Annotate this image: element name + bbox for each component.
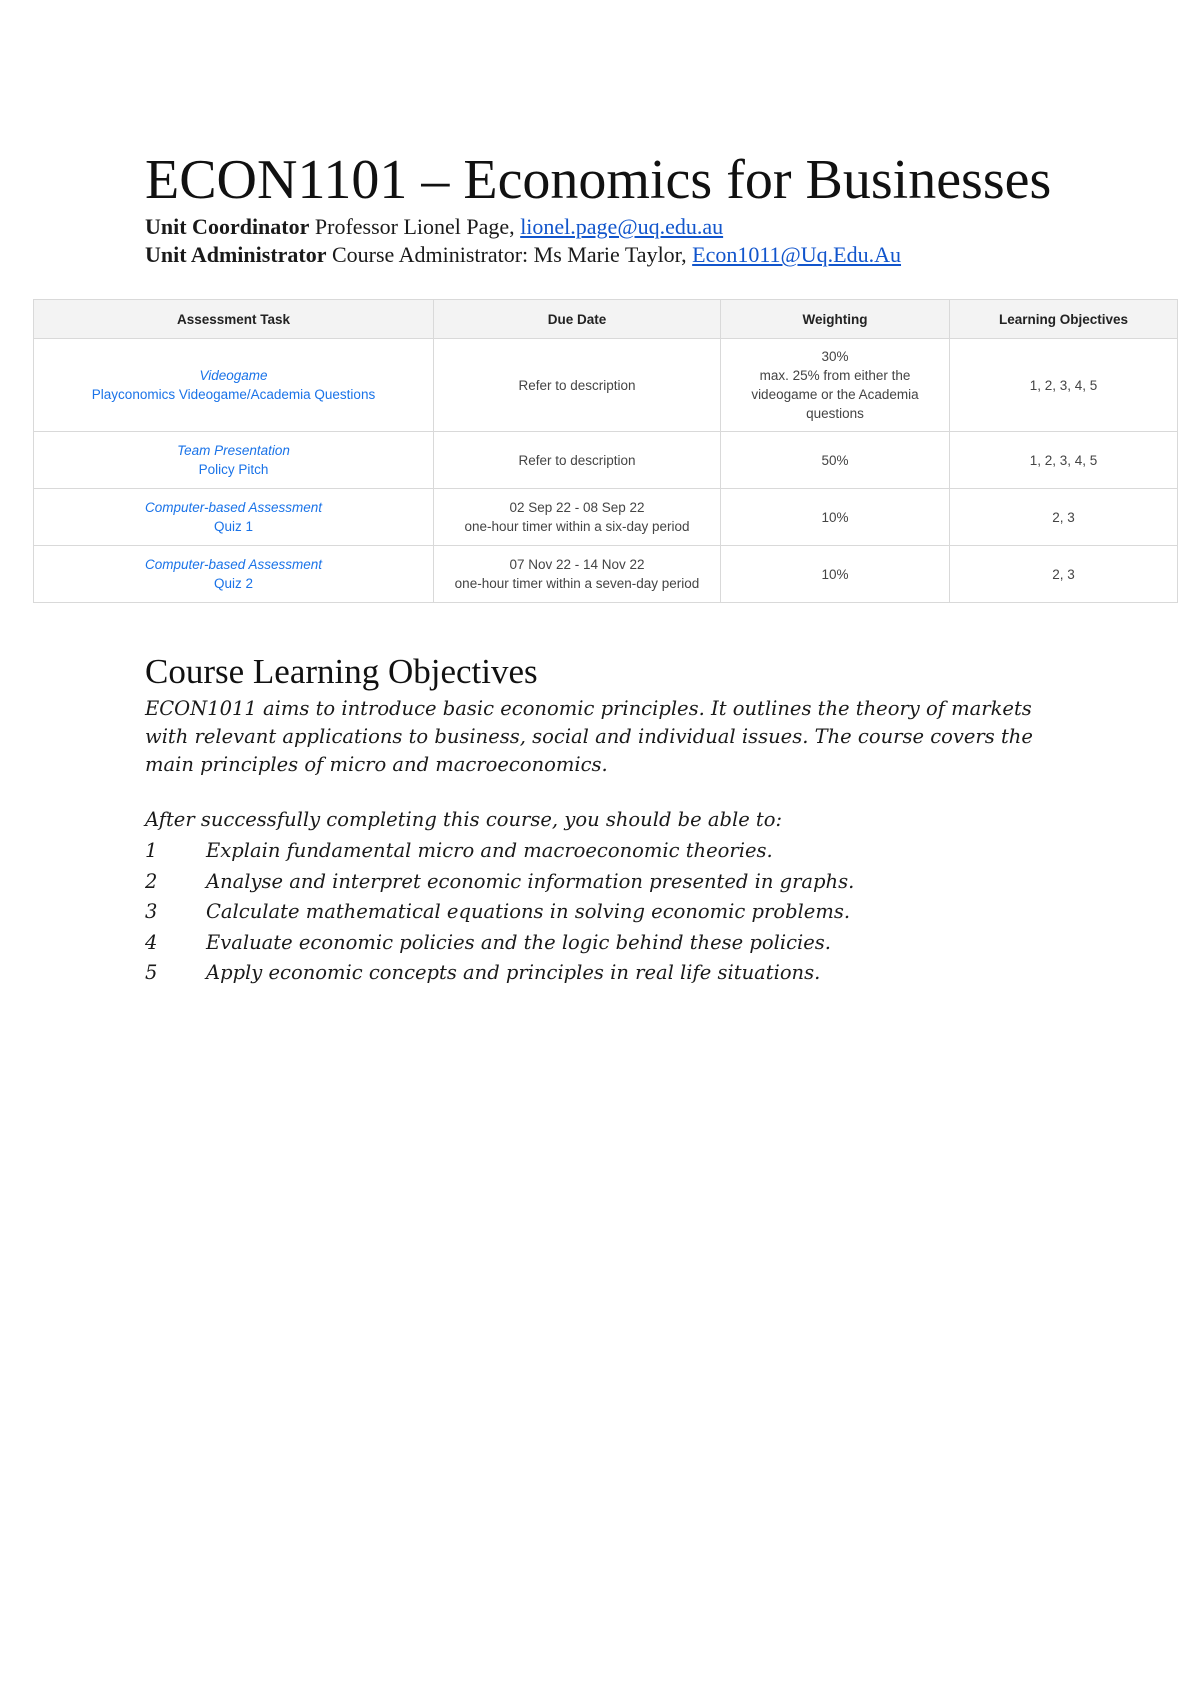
due-date-cell — [434, 489, 721, 546]
objective-number: 4 — [145, 930, 158, 954]
task-name-link[interactable]: Policy Pitch — [198, 462, 269, 477]
task-cell[interactable] — [34, 546, 434, 603]
header-learning-objectives: Learning Objectives — [950, 300, 1178, 339]
weighting-value: 50% — [821, 452, 849, 468]
task-cell[interactable] — [34, 339, 434, 432]
task-name-link[interactable]: Playconomics Videogame/Academia Questions — [91, 387, 376, 402]
list-item — [145, 836, 854, 867]
due-date-cell — [434, 546, 721, 603]
objectives-cell: 1, 2, 3, 4, 5 — [950, 339, 1178, 432]
objective-number: 3 — [145, 900, 158, 923]
document-title: ECON1101 – Economics for Businesses — [145, 149, 1052, 211]
objective-text: Explain fundamental micro and macroeconomic theories. — [206, 839, 773, 862]
weighting-value: 10% — [821, 509, 849, 525]
header-weighting: Weighting — [721, 300, 950, 339]
section-heading-learning-objectives: Course Learning Objectives — [145, 652, 538, 691]
unit-administrator-name: Course Administrator: Ms Marie Taylor, — [332, 242, 687, 267]
task-type-link[interactable]: Team Presentation — [177, 443, 290, 458]
due-date-cell — [434, 432, 721, 489]
unit-administrator-label: Unit Administrator — [145, 242, 327, 267]
due-date-note: one-hour timer within a six-day period — [464, 519, 690, 534]
task-cell[interactable] — [34, 432, 434, 489]
weighting-value: 10% — [821, 566, 849, 582]
due-date-text: Refer to description — [518, 377, 636, 393]
table-header-row — [34, 300, 1178, 339]
task-cell[interactable] — [34, 489, 434, 546]
objectives-cell: 2, 3 — [950, 489, 1178, 546]
task-type-link[interactable]: Videogame — [199, 368, 268, 383]
task-name-link[interactable]: Quiz 1 — [213, 519, 254, 534]
weighting-cell — [721, 546, 950, 603]
unit-administrator-email-link[interactable]: Econ1011@Uq.Edu.Au — [692, 242, 902, 267]
course-intro-paragraph: ECON1011 aims to introduce basic economic principles. It outlines the theory of markets with relevant applications to business, social and individual issues. The course covers the main principles of micro and macroeconomics. — [145, 697, 1033, 776]
list-item — [145, 867, 854, 898]
task-type-link[interactable]: Computer-based Assessment — [144, 500, 323, 515]
unit-coordinator-line — [145, 213, 723, 241]
header-due-date: Due Date — [434, 300, 721, 339]
weighting-value: 30% — [821, 349, 849, 364]
weighting-note: max. 25% from either the videogame or the Academia questions — [751, 368, 919, 421]
list-item — [145, 958, 854, 989]
assessment-table — [33, 299, 1178, 603]
objective-number: 5 — [145, 961, 158, 984]
unit-administrator-line — [145, 241, 901, 269]
weighting-cell — [721, 432, 950, 489]
unit-coordinator-name: Professor Lionel Page, — [314, 214, 515, 239]
unit-coordinator-email-link[interactable]: lionel.page@uq.edu.au — [520, 214, 724, 239]
learning-objectives-list — [145, 836, 854, 989]
list-item — [145, 897, 854, 928]
due-date-cell — [434, 339, 721, 432]
weighting-cell — [721, 339, 950, 432]
objective-text: Analyse and interpret economic information presented in graphs. — [206, 869, 855, 893]
due-date-text: 02 Sep 22 - 08 Sep 22 — [509, 500, 645, 515]
objective-text: Evaluate economic policies and the logic behind these policies. — [206, 930, 831, 954]
objective-number: 1 — [145, 839, 158, 862]
unit-coordinator-label: Unit Coordinator — [145, 214, 310, 239]
weighting-cell — [721, 489, 950, 546]
table-row — [34, 546, 1178, 603]
table-row — [34, 339, 1178, 432]
due-date-text: 07 Nov 22 - 14 Nov 22 — [509, 557, 645, 572]
due-date-note: one-hour timer within a seven-day period — [454, 576, 700, 591]
objective-number: 2 — [145, 869, 158, 893]
task-type-link[interactable]: Computer-based Assessment — [144, 557, 323, 572]
task-name-link[interactable]: Quiz 2 — [213, 576, 254, 591]
table-row — [34, 432, 1178, 489]
objective-text: Calculate mathematical equations in solving economic problems. — [206, 900, 851, 923]
due-date-text: Refer to description — [518, 452, 636, 468]
table-row — [34, 489, 1178, 546]
header-assessment-task: Assessment Task — [34, 300, 434, 339]
objectives-lead-in: After successfully completing this course, you should be able to: — [145, 808, 783, 831]
objective-text: Apply economic concepts and principles in real life situations. — [206, 961, 821, 984]
objectives-cell: 1, 2, 3, 4, 5 — [950, 432, 1178, 489]
list-item — [145, 928, 854, 959]
objectives-cell: 2, 3 — [950, 546, 1178, 603]
